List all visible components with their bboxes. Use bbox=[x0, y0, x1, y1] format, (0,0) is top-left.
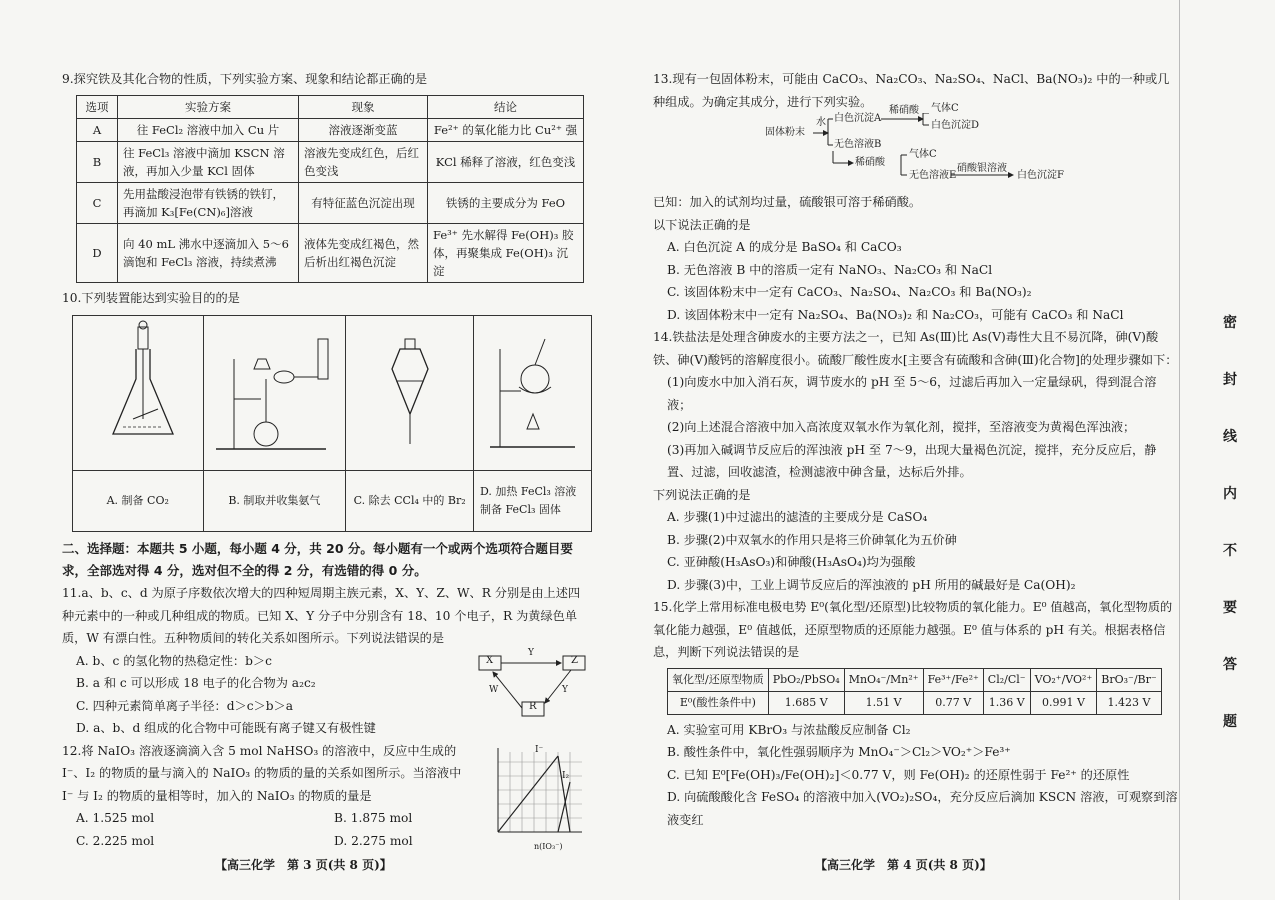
table-cell: PbO₂/PbSO₄ bbox=[768, 668, 844, 691]
q9-header-option: 选项 bbox=[77, 95, 118, 118]
q9-opt-c: C bbox=[77, 182, 118, 223]
seal-char: 封 bbox=[1223, 372, 1237, 388]
table-cell: Fe³⁺/Fe²⁺ bbox=[923, 668, 983, 691]
q11-stem: 11.a、b、c、d 为原子序数依次增大的四种短周期主族元素，X、Y、Z、W、R 分别是由上述四种元素中的一种或几种组成的物质。已知 X、Y 分子中分别含有 18、10 个电子，R 为黄绿色单质，W 有漂白性。五种物质间的转化关系如图所示。下列说法错误的是 bbox=[62, 586, 581, 645]
q15-potential-table bbox=[667, 668, 1162, 715]
q13-note: 已知：加入的试剂均过量，硫酸银可溶于稀硝酸。 bbox=[653, 195, 922, 209]
q12-block bbox=[62, 740, 590, 853]
flow-water: 水 bbox=[816, 117, 826, 128]
q10-figure-table bbox=[72, 315, 592, 532]
q9-opt-d: D bbox=[77, 223, 118, 282]
fig-d-caption: D. 加热 FeCl₃ 溶液制备 FeCl₃ 固体 bbox=[474, 471, 592, 532]
q14-option-a: A. 步骤(1)中过滤出的滤渣的主要成分是 CaSO₄ bbox=[667, 510, 928, 524]
flow-gas-c1: 气体C bbox=[931, 103, 959, 114]
q11-option-c: C. 四种元素简单离子半径：d＞c＞b＞a bbox=[76, 698, 293, 713]
q9-phen-d: 液体先变成红褐色，然后析出红褐色沉淀 bbox=[299, 223, 428, 282]
graph-label-iodide: I⁻ bbox=[535, 744, 544, 755]
fig-a-caption: A. 制备 CO₂ bbox=[73, 471, 204, 532]
q12-option-a: A. 1.525 mol bbox=[76, 811, 155, 825]
evaporation-apparatus-image bbox=[475, 319, 590, 459]
seal-char: 要 bbox=[1223, 600, 1237, 616]
flask-apparatus-image bbox=[78, 319, 198, 459]
q14-option-d: D. 步骤(3)中，工业上调节反应后的浑浊液的 pH 所用的碱最好是 Ca(OH)₂ bbox=[667, 577, 1076, 592]
q9-phen-a: 溶液逐渐变蓝 bbox=[299, 118, 428, 141]
q15-option-d: D. 向硫酸酸化含 FeSO₄ 的溶液中加入(VO₂)₂SO₄，充分反应后滴加 KSCN 溶液，可观察到溶液变红 bbox=[667, 790, 1178, 827]
q14-step-3: (3)再加入碱调节反应后的浑浊液 pH 至 7～9，出现大量褐色沉淀，搅拌，充分反应后，静置、过滤，回收滤渣，检测滤液中砷含量，达标后外排。 bbox=[667, 442, 1157, 479]
q11-option-b: B. a 和 c 可以形成 18 电子的化合物为 a₂c₂ bbox=[76, 676, 316, 690]
graph-xlabel: n(IO₃⁻) bbox=[534, 841, 563, 851]
left-column bbox=[62, 68, 590, 852]
separatory-funnel-image bbox=[350, 319, 470, 459]
q13-flowchart bbox=[653, 103, 1178, 191]
q9-plan-d: 向 40 mL 沸水中逐滴加入 5～6 滴饱和 FeCl₃ 溶液，持续煮沸 bbox=[118, 223, 299, 282]
table-row bbox=[668, 691, 1162, 714]
q14-option-b: B. 步骤(2)中双氧水的作用只是将三价砷氧化为五价砷 bbox=[667, 532, 957, 547]
flow-sol-e: 无色溶液E bbox=[909, 170, 957, 181]
table-cell: Cl₂/Cl⁻ bbox=[983, 668, 1030, 691]
q14-stem: 14.铁盐法是处理含砷废水的主要方法之一，已知 As(Ⅲ)比 As(Ⅴ)毒性大且不易沉降，砷(Ⅴ)酸铁、砷(Ⅴ)酸钙的溶解度很小。硫酸厂酸性废水[主要含有硫酸和含砷(Ⅲ)化合物]的处理步骤如下： bbox=[653, 330, 1178, 367]
q9-concl-a: Fe²⁺ 的氧化能力比 Cu²⁺ 强 bbox=[428, 118, 584, 141]
q10-stem: 10.下列装置能达到实验目的的是 bbox=[62, 290, 240, 305]
q11-options bbox=[62, 647, 590, 740]
edge-top-label: Y bbox=[528, 647, 534, 658]
q9-header-phen: 现象 bbox=[299, 95, 428, 118]
table-cell: BrO₃⁻/Br⁻ bbox=[1097, 668, 1161, 691]
node-x: X bbox=[486, 654, 494, 666]
seal-char: 内 bbox=[1223, 486, 1237, 502]
q12-option-b: B. 1.875 mol bbox=[334, 811, 413, 825]
flow-ppt-f: 白色沉淀F bbox=[1017, 170, 1064, 181]
table-cell: 1.36 V bbox=[983, 691, 1030, 714]
flow-ppt-d: 白色沉淀D bbox=[931, 120, 980, 131]
q9-plan-b: 往 FeCl₃ 溶液中滴加 KSCN 溶液，再加入少量 KCl 固体 bbox=[118, 141, 299, 182]
q11-option-a: A. b、c 的氢化物的热稳定性：b＞c bbox=[76, 653, 272, 668]
q13-stem: 13.现有一包固体粉末，可能由 CaCO₃、Na₂CO₃、Na₂SO₄、NaCl、Ba(NO₃)₂ 中的一种或几种组成。为确定其成分，进行下列实验。 bbox=[653, 72, 1170, 109]
q11-option-d: D. a、b、d 组成的化合物中可能既有离子键又有极性键 bbox=[76, 721, 376, 735]
q9-header-plan: 实验方案 bbox=[118, 95, 299, 118]
q13-ask: 以下说法正确的是 bbox=[653, 217, 751, 232]
q12-stem: 12.将 NaIO₃ 溶液逐滴滴入含 5 mol NaHSO₃ 的溶液中，反应中生成的 I⁻、I₂ 的物质的量与滴入的 NaIO₃ 的物质的量的关系如图所示。当溶液中 I⁻ 与 I₂ 的物质的量相等时，加入的 NaIO₃ 的物质的量是 bbox=[62, 743, 462, 803]
q9-concl-d: Fe³⁺ 先水解得 Fe(OH)₃ 胶体，再聚集成 Fe(OH)₃ 沉淀 bbox=[428, 223, 584, 282]
table-row bbox=[668, 668, 1162, 691]
node-r: R bbox=[529, 700, 537, 712]
table-cell: 氧化型/还原型物质 bbox=[668, 668, 769, 691]
q13-option-a: A. 白色沉淀 A 的成分是 BaSO₄ 和 CaCO₃ bbox=[667, 240, 902, 254]
fig-b-cell bbox=[203, 316, 346, 471]
seal-char: 答 bbox=[1223, 657, 1237, 673]
q13-option-d: D. 该固体粉末中一定有 Na₂SO₄、Ba(NO₃)₂ 和 Na₂CO₃，可能有 CaCO₃ 和 NaCl bbox=[667, 307, 1124, 322]
seal-char: 题 bbox=[1223, 714, 1237, 730]
table-row bbox=[77, 182, 584, 223]
graph-label-iodine: I₂ bbox=[562, 770, 570, 781]
table-row bbox=[77, 141, 584, 182]
flow-sol-b: 无色溶液B bbox=[834, 139, 882, 150]
table-cell: VO₂⁺/VO²⁺ bbox=[1030, 668, 1097, 691]
q14-step-2: (2)向上述混合溶液中加入高浓度双氧水作为氧化剂，搅拌，至溶液变为黄褐色浑浊液； bbox=[667, 420, 1136, 434]
flow-powder: 固体粉末 bbox=[765, 127, 805, 138]
page-footer-left: 【高三化学 第 3 页(共 8 页)】 bbox=[215, 858, 392, 872]
edge-left-label: W bbox=[489, 684, 499, 695]
seal-char: 线 bbox=[1223, 429, 1237, 445]
flow-ppt-a: 白色沉淀A bbox=[834, 113, 882, 124]
table-cell: 0.991 V bbox=[1030, 691, 1097, 714]
q13-option-b: B. 无色溶液 B 中的溶质一定有 NaNO₃、Na₂CO₃ 和 NaCl bbox=[667, 262, 993, 277]
q9-concl-b: KCl 稀释了溶液，红色变浅 bbox=[428, 141, 584, 182]
fig-d-cell bbox=[474, 316, 592, 471]
flow-hno3-a: 稀硝酸 bbox=[889, 105, 919, 116]
node-z: Z bbox=[571, 654, 578, 666]
fig-c-cell bbox=[346, 316, 474, 471]
flow-hno3-b: 稀硝酸 bbox=[855, 157, 885, 168]
table-row bbox=[77, 223, 584, 282]
q15-option-b: B. 酸性条件中，氧化性强弱顺序为 MnO₄⁻＞Cl₂＞VO₂⁺＞Fe³⁺ bbox=[667, 745, 1011, 759]
table-cell: 1.423 V bbox=[1097, 691, 1161, 714]
table-cell: 1.51 V bbox=[844, 691, 923, 714]
q9-plan-a: 往 FeCl₂ 溶液中加入 Cu 片 bbox=[118, 118, 299, 141]
q14-option-c: C. 亚砷酸(H₃AsO₃)和砷酸(H₃AsO₄)均为强酸 bbox=[667, 555, 916, 569]
q9-header-concl: 结论 bbox=[428, 95, 584, 118]
q9-concl-c: 铁锈的主要成分为 FeO bbox=[428, 182, 584, 223]
edge-right-label: Y bbox=[562, 684, 568, 695]
fig-a-cell bbox=[73, 316, 204, 471]
q12-option-d: D. 2.275 mol bbox=[334, 833, 413, 848]
q13-option-c: C. 该固体粉末中一定有 CaCO₃、Na₂SO₄、Na₂CO₃ 和 Ba(NO₃)₂ bbox=[667, 285, 1032, 299]
q9-table bbox=[76, 95, 584, 283]
q15-option-a: A. 实验室可用 KBrO₃ 与浓盐酸反应制备 Cl₂ bbox=[667, 722, 911, 737]
table-cell: 1.685 V bbox=[768, 691, 844, 714]
q9-opt-a: A bbox=[77, 118, 118, 141]
ammonia-apparatus-image bbox=[206, 319, 342, 459]
fig-c-caption: C. 除去 CCl₄ 中的 Br₂ bbox=[346, 471, 474, 532]
q15-option-c: C. 已知 E⁰[Fe(OH)₃/Fe(OH)₂]＜0.77 V，则 Fe(OH)₂ 的还原性弱于 Fe²⁺ 的还原性 bbox=[667, 767, 1130, 782]
seal-char: 不 bbox=[1223, 543, 1237, 559]
seal-char: 密 bbox=[1223, 315, 1237, 331]
flow-gas-c2: 气体C bbox=[909, 149, 937, 160]
section-2-heading: 二、选择题：本题共 5 小题，每小题 4 分，共 20 分。每小题有一个或两个选项符合题目要求，全部选对得 4 分，选对但不全的得 2 分，有选错的得 0 分。 bbox=[62, 541, 573, 578]
flow-agno3: 硝酸银溶液 bbox=[957, 163, 1007, 174]
q14-ask: 下列说法正确的是 bbox=[653, 487, 751, 502]
q9-stem: 9.探究铁及其化合物的性质，下列实验方案、现象和结论都正确的是 bbox=[62, 72, 428, 86]
table-cell: E⁰(酸性条件中) bbox=[668, 691, 769, 714]
sealing-margin bbox=[1179, 0, 1275, 900]
q12-option-c: C. 2.225 mol bbox=[76, 833, 155, 848]
q9-plan-c: 先用盐酸浸泡带有铁锈的铁钉，再滴加 K₃[Fe(CN)₆]溶液 bbox=[118, 182, 299, 223]
table-cell: 0.77 V bbox=[923, 691, 983, 714]
q9-phen-c: 有特征蓝色沉淀出现 bbox=[299, 182, 428, 223]
page-footer-right: 【高三化学 第 4 页(共 8 页)】 bbox=[815, 858, 992, 872]
q15-stem: 15.化学上常用标准电极电势 E⁰(氧化型/还原型)比较物质的氧化能力。E⁰ 值越高，氧化型物质的氧化能力越强，E⁰ 值越低，还原型物质的还原能力越强。E⁰ 值与体系的 pH 有关。根据表格信息，判断下列说法错误的是 bbox=[653, 600, 1173, 659]
q9-opt-b: B bbox=[77, 141, 118, 182]
q12-graph bbox=[488, 742, 588, 842]
table-cell: MnO₄⁻/Mn²⁺ bbox=[844, 668, 923, 691]
fig-b-caption: B. 制取并收集氨气 bbox=[203, 471, 346, 532]
q9-phen-b: 溶液先变成红色，后红色变浅 bbox=[299, 141, 428, 182]
sealing-line-notice bbox=[1220, 295, 1240, 751]
right-column bbox=[653, 68, 1178, 831]
table-row bbox=[77, 118, 584, 141]
q14-step-1: (1)向废水中加入消石灰，调节废水的 pH 至 5～6，过滤后再加入一定量绿矾，得到混合溶液； bbox=[667, 375, 1157, 412]
